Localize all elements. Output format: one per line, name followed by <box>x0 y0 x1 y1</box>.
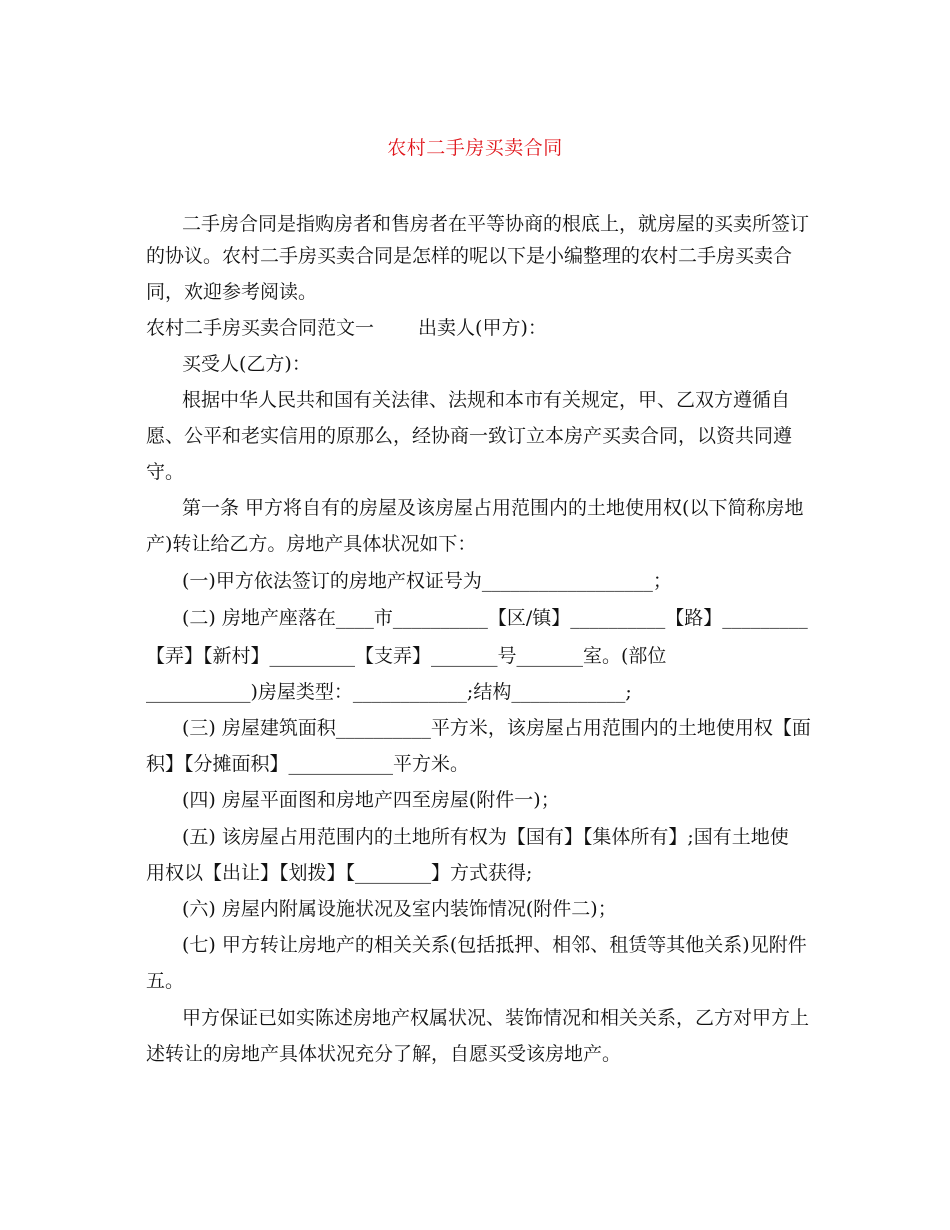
paragraph-line: 甲方保证已如实陈述房地产权属状况、装饰情况和相关关系，乙方对甲方上 <box>182 1007 810 1029</box>
paragraph-line: 守。 <box>146 461 185 483</box>
paragraph-line: 农村二手房买卖合同范文一 出卖人(甲方)： <box>146 317 547 339</box>
paragraph-line: (四) 房屋平面图和房地产四至房屋(附件一)； <box>182 789 560 811</box>
paragraph-line: 五。 <box>146 970 185 992</box>
paragraph-line: 积】【分摊面积】___________平方米。 <box>146 753 470 775</box>
paragraph-line: (六) 房屋内附属设施状况及室内装饰情况(附件二)； <box>182 898 617 920</box>
paragraph-line: 买受人(乙方)： <box>182 353 311 375</box>
paragraph-line: (七) 甲方转让房地产的相关关系(包括抵押、相邻、租赁等其他关系)见附件 <box>182 934 807 956</box>
paragraph-line: ___________)房屋类型：____________;结构____________; <box>146 681 632 703</box>
paragraph-line: (一)甲方依法签订的房地产权证号为__________________； <box>182 570 672 592</box>
paragraph-line: 【弄】【新村】_________【支弄】_______号_______室。(部位 <box>146 645 667 667</box>
paragraph-line: 二手房合同是指购房者和售房者在平等协商的根底上，就房屋的买卖所签订 <box>182 213 810 235</box>
paragraph-line: 根据中华人民共和国有关法律、法规和本市有关规定，甲、乙双方遵循自 <box>182 389 791 411</box>
paragraph-line: (三) 房屋建筑面积__________平方米，该房屋占用范围内的土地使用权【面 <box>182 717 811 739</box>
paragraph-line: 述转让的房地产具体状况充分了解，自愿买受该房地产。 <box>146 1043 622 1065</box>
paragraph-line: 同，欢迎参考阅读。 <box>146 281 318 303</box>
paragraph-line: 愿、公平和老实信用的原那么，经协商一致订立本房产买卖合同，以资共同遵 <box>146 425 793 447</box>
paragraph-line: 用权以【出让】【划拨】【________】方式获得; <box>146 862 533 884</box>
paragraph-line: (二) 房地产座落在____市__________【区/镇】__________【路】_________ <box>182 607 808 629</box>
paragraph-line: 第一条 甲方将自有的房屋及该房屋占用范围内的土地使用权(以下简称房地 <box>182 497 804 519</box>
document-title: 农村二手房买卖合同 <box>387 137 563 159</box>
paragraph-line: 的协议。农村二手房买卖合同是怎样的呢以下是小编整理的农村二手房买卖合 <box>146 245 793 267</box>
paragraph-line: 产)转让给乙方。房地产具体状况如下： <box>146 533 477 555</box>
paragraph-line: (五) 该房屋占用范围内的土地所有权为【国有】【集体所有】;国有土地使 <box>182 826 789 848</box>
